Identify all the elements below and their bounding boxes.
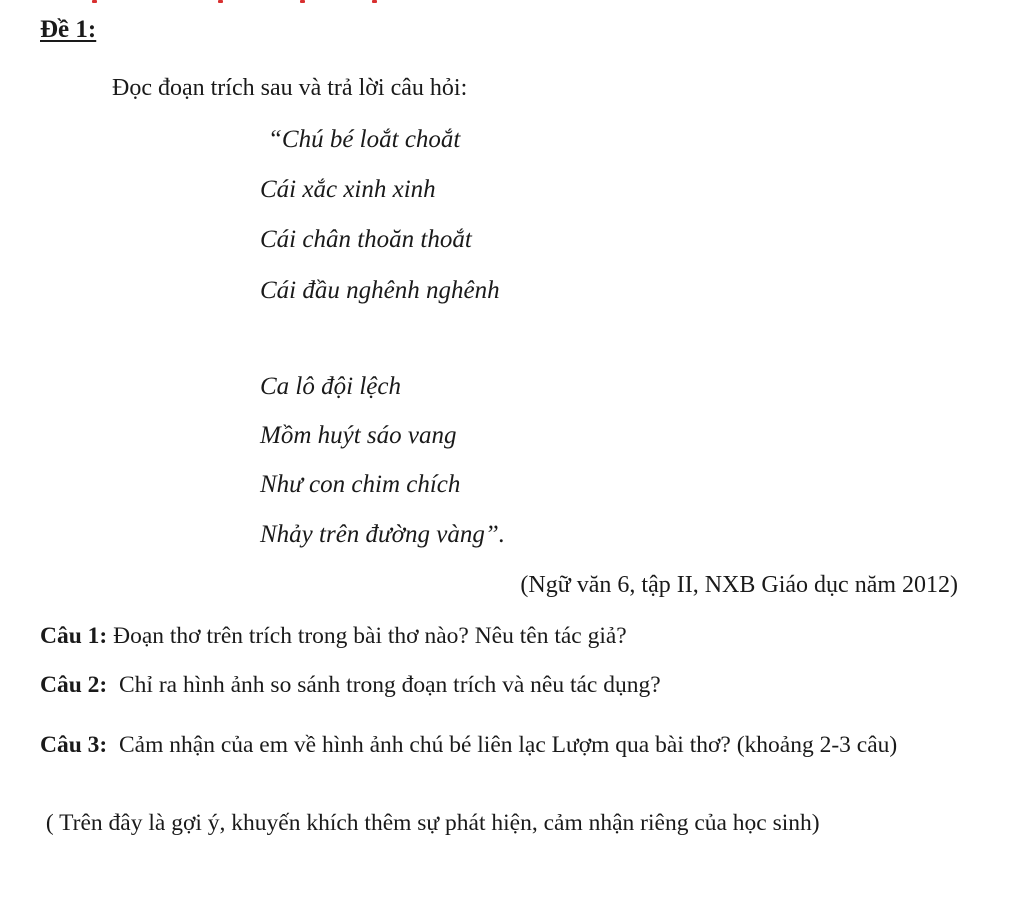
poem-line: Cái chân thoăn thoắt (260, 226, 472, 253)
question-text: Đoạn thơ trên trích trong bài thơ nào? Nêu tên tác giả? (107, 623, 627, 649)
poem-line: “Chú bé loắt choắt (268, 126, 461, 153)
red-mark (92, 0, 97, 3)
question-text: Cảm nhận của em về hình ảnh chú bé liên lạc Lượm qua bài thơ? (khoảng 2-3 câu) (107, 732, 898, 758)
question-2 (40, 668, 960, 702)
red-mark (372, 0, 377, 3)
poem-line: Như con chim chích (260, 471, 461, 498)
question-label: Câu 2: (40, 672, 108, 698)
reading-instruction: Đọc đoạn trích sau và trả lời câu hỏi: (112, 75, 468, 101)
question-1 (40, 619, 960, 653)
question-label: Câu 3: (40, 732, 108, 758)
exam-heading: Đề 1: (40, 16, 97, 43)
question-label: Câu 1: (40, 623, 108, 649)
source-citation: (Ngữ văn 6, tập II, NXB Giáo dục năm 2012) (520, 572, 958, 598)
red-mark (300, 0, 305, 3)
poem-line: Nhảy trên đường vàng”. (260, 521, 506, 548)
poem-line: Mồm huýt sáo vang (260, 422, 457, 449)
poem-line: Cái xắc xinh xinh (260, 176, 436, 203)
question-3 (40, 728, 960, 762)
teacher-note: ( Trên đây là gợi ý, khuyến khích thêm sự phát hiện, cảm nhận riêng của học sinh) (40, 810, 820, 836)
poem-line: Cái đầu nghênh nghênh (260, 277, 500, 304)
question-text: Chỉ ra hình ảnh so sánh trong đoạn trích và nêu tác dụng? (107, 672, 661, 698)
red-mark (218, 0, 223, 3)
poem-line: Ca lô đội lệch (260, 373, 401, 400)
cropped-red-text-fragments (0, 0, 1024, 6)
